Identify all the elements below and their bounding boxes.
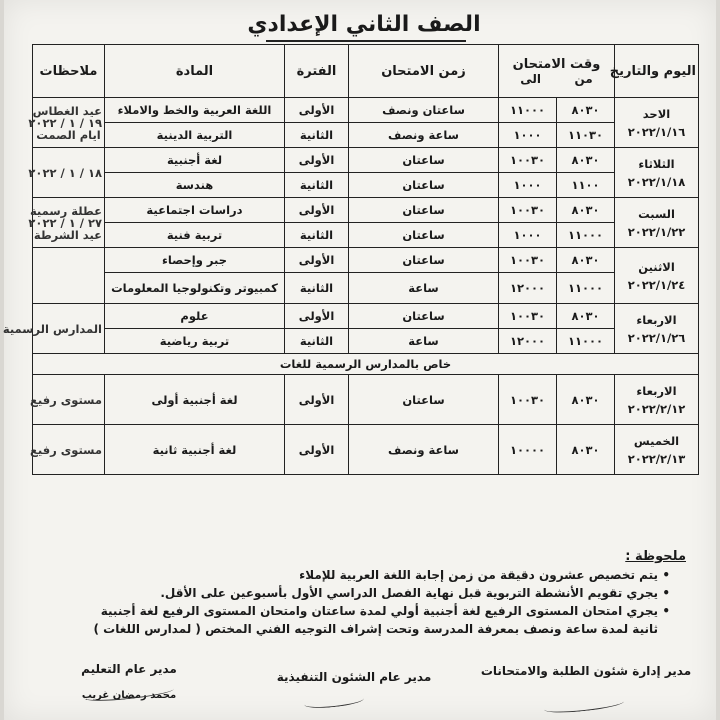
title-underline [266, 40, 466, 42]
side-note-cell: عيد الغطاس ١٩ / ١ / ٢٠٢٢ ايام الصمت [33, 98, 105, 148]
duration-cell: ساعة ونصف [349, 425, 499, 475]
to-cell: ١٢٠٠٠ [499, 273, 557, 304]
day-cell: الثلاثاء ٢٠٢٢/١/١٨ [615, 148, 699, 198]
from-cell: ٨٠٣٠ [557, 304, 615, 329]
to-cell: ١٠٠٠ [499, 223, 557, 248]
list-item: •يجري تقويم الأنشطة التربوية قبل نهاية الفصل الدراسي الأول بأسبوعين على الأقل. [160, 586, 670, 600]
period-cell: الثانية [285, 123, 349, 148]
page-title: الصف الثاني الإعدادي [247, 12, 481, 37]
from-cell: ٨٠٣٠ [557, 375, 615, 425]
signature-center: مدير عام الشئون التنفيذية [276, 670, 432, 684]
to-cell: ١٠٠٣٠ [499, 198, 557, 223]
from-cell: ١١٠٠ [557, 173, 615, 198]
duration-cell: ساعتان [349, 375, 499, 425]
header-day: اليوم والتاريخ [615, 45, 699, 98]
table-row [33, 223, 699, 248]
to-cell: ١٠٠٠ [499, 173, 557, 198]
subject-cell: لغة أجنبية [105, 148, 285, 173]
period-cell: الثانية [285, 223, 349, 248]
subject-cell: لغة أجنبية ثانية [105, 425, 285, 475]
day-cell: السبت ٢٠٢٢/١/٢٢ [615, 198, 699, 248]
list-item: •يجري امتحان المستوى الرفيع لغة أجنبية أولي لمدة ساعتان وامتحان المستوى الرفيع لغة أجنبية [100, 604, 670, 618]
duration-cell: ساعتان [349, 198, 499, 223]
side-note-cell: المدارس الرسمية [33, 304, 105, 354]
from-cell: ١١٠٠٠ [557, 273, 615, 304]
subject-cell: علوم [105, 304, 285, 329]
from-cell: ١١٠٠٠ [557, 223, 615, 248]
subject-cell: دراسات اجتماعية [105, 198, 285, 223]
to-cell: ١٢٠٠٠ [499, 329, 557, 354]
period-cell: الثانية [285, 329, 349, 354]
duration-cell: ساعتان [349, 148, 499, 173]
to-cell: ١٠٠٣٠ [499, 248, 557, 273]
side-note-cell: ١٨ / ١ / ٢٠٢٢ [33, 148, 105, 198]
subject-cell: كمبيوتر وتكنولوجيا المعلومات [105, 273, 285, 304]
signature-scribble [544, 696, 625, 715]
side-note-cell [33, 248, 105, 304]
from-cell: ٨٠٣٠ [557, 148, 615, 173]
header-exam-time [499, 45, 615, 98]
from-cell: ١١٠٠٠ [557, 329, 615, 354]
duration-cell: ساعتان ونصف [349, 98, 499, 123]
from-cell: ١١٠٣٠ [557, 123, 615, 148]
exam-schedule-sheet [4, 0, 716, 720]
list-item: •يتم تخصيص عشرون دقيقة من زمن إجابة اللغة العربية للإملاء [299, 568, 670, 582]
day-cell: الاربعاء ٢٠٢٢/٢/١٢ [615, 375, 699, 425]
table-row [33, 98, 699, 123]
schedule-table [2, 44, 699, 475]
subject-cell: اللغة العربية والخط والاملاء [105, 98, 285, 123]
table-row [33, 248, 699, 273]
to-cell: ١٠٠٠ [499, 123, 557, 148]
period-cell: الأولى [285, 148, 349, 173]
side-note-cell: عطلة رسمية ٢٧ / ١ / ٢٠٢٢ عيد الشرطة [33, 198, 105, 248]
table-row [33, 425, 699, 475]
subject-cell: تربية رياضية [105, 329, 285, 354]
from-cell: ٨٠٣٠ [557, 425, 615, 475]
table-row [33, 329, 699, 354]
duration-cell: ساعتان [349, 173, 499, 198]
subject-cell: تربية فنية [105, 223, 285, 248]
table-row [33, 273, 699, 304]
from-cell: ٨٠٣٠ [557, 98, 615, 123]
from-cell: ٨٠٣٠ [557, 248, 615, 273]
day-cell: الاحد ٢٠٢٢/١/١٦ [615, 98, 699, 148]
period-cell: الأولى [285, 198, 349, 223]
period-cell: الأولى [285, 98, 349, 123]
language-schools-banner: خاص بالمدارس الرسمية للغات [33, 354, 699, 375]
notes-title: ملحوظة : [625, 549, 686, 564]
table-row [33, 123, 699, 148]
period-cell: الأولى [285, 248, 349, 273]
to-cell: ١٠٠٠٠ [499, 425, 557, 475]
to-cell: ١٠٠٣٠ [499, 148, 557, 173]
to-cell: ١٠٠٣٠ [499, 304, 557, 329]
list-item: ثانية لمدة ساعة ونصف بمعرفة المدرسة وتحت إشراف التوجيه الفني المختص ( لمدارس اللغات ) [93, 622, 658, 636]
header-notes: ملاحظات [33, 45, 105, 98]
subject-cell: هندسة [105, 173, 285, 198]
header-from: من [574, 71, 593, 86]
from-cell: ٨٠٣٠ [557, 198, 615, 223]
header-period: الفترة [285, 45, 349, 98]
duration-cell: ساعتان [349, 304, 499, 329]
duration-cell: ساعتان [349, 223, 499, 248]
table-row [33, 173, 699, 198]
notes-section [16, 548, 686, 638]
header-to: الى [520, 71, 542, 86]
duration-cell: ساعتان [349, 248, 499, 273]
side-note-cell: مستوى رفيع [33, 375, 105, 425]
header-duration: زمن الامتحان [349, 45, 499, 98]
banner-row [33, 354, 699, 375]
period-cell: الأولى [285, 425, 349, 475]
period-cell: الثانية [285, 173, 349, 198]
header-subject: المادة [105, 45, 285, 98]
duration-cell: ساعة [349, 273, 499, 304]
header-exam-time-label: وقت الامتحان [512, 56, 601, 72]
duration-cell: ساعة ونصف [349, 123, 499, 148]
subject-cell: لغة أجنبية أولى [105, 375, 285, 425]
duration-cell: ساعة [349, 329, 499, 354]
subject-cell: التربية الدينية [105, 123, 285, 148]
period-cell: الثانية [285, 273, 349, 304]
signature-left: مدير عام التعليم محمد رمضان غريب [81, 662, 177, 701]
table-row [33, 198, 699, 223]
table-row [33, 375, 699, 425]
subject-cell: جبر وإحصاء [105, 248, 285, 273]
period-cell: الأولى [285, 375, 349, 425]
day-cell: الخميس ٢٠٢٢/٢/١٣ [615, 425, 699, 475]
table-row [33, 148, 699, 173]
day-cell: الاربعاء ٢٠٢٢/١/٢٦ [615, 304, 699, 354]
side-note-cell: مستوى رفيع [33, 425, 105, 475]
table-row [33, 304, 699, 329]
signature-scribble [304, 693, 365, 710]
to-cell: ١٠٠٣٠ [499, 375, 557, 425]
day-cell: الاثنين ٢٠٢٢/١/٢٤ [615, 248, 699, 304]
signature-right: مدير إدارة شئون الطلبة والامتحانات [480, 664, 692, 678]
notes-list [16, 566, 686, 638]
to-cell: ١١٠٠٠ [499, 98, 557, 123]
period-cell: الأولى [285, 304, 349, 329]
header-row [33, 45, 699, 98]
